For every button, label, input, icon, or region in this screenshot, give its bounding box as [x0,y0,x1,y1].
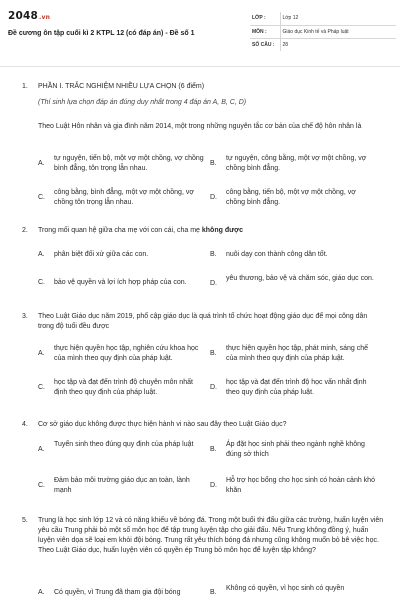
option-letter: B. [210,251,217,258]
option-letter: B. [210,589,217,596]
section-instruction: (Thí sinh lựa chọn đáp án đúng duy nhất trong 4 đáp án A, B, C, D) [38,99,247,106]
meta-key: LỚP : [250,12,280,25]
question-text-pre: Trong mối quan hệ giữa cha mẹ với con cái, cha mẹ [38,227,202,234]
option-text: thực hiện quyền học tập, phát minh, sáng chế của mình theo quy định của pháp luật. [226,345,369,362]
option-letter: A. [38,251,45,258]
question-number: 2. [22,227,28,234]
option-letter: B. [210,160,217,167]
meta-row [250,25,396,38]
logo-main: 2048 [8,10,39,22]
option-letter: D. [210,280,217,287]
option-text: Đảm bảo môi trường giáo dục an toàn, lành mạnh [54,477,190,494]
option-text: phân biệt đối xử giữa các con. [54,251,149,258]
header-divider [0,66,400,67]
option-text: nuôi dạy con thành công dân tốt. [226,251,328,258]
option-letter: A. [38,160,45,167]
option-text: công bằng, tiến bộ, một vợ một chồng, vợ chồng bình đẳng. [226,189,356,206]
option-text: tự nguyện, tiến bộ, một vợ một chồng, vợ chồng bình đẳng, tôn trọng lẫn nhau. [54,155,204,172]
option-letter: B. [210,350,217,357]
option-text: Áp đặt học sinh phải theo ngành nghề không đúng sở thích [226,441,365,458]
option-text: tự nguyện, công bằng, một vợ một chồng, vợ chồng bình đẳng. [226,155,367,172]
option-text: Có quyền, vì Trung đã tham gia đội bóng [54,589,181,596]
meta-value: Lớp 12 [280,12,396,25]
meta-row [250,12,396,25]
meta-key: MÔN : [250,25,280,38]
option-letter: C. [38,279,45,286]
question-text-emphasis: không được [201,227,244,234]
question-number: 4. [22,421,28,428]
option-text: Tuyển sinh theo đúng quy định của pháp luật [54,441,194,448]
section-number: 1. [22,83,28,90]
option-text: Hỗ trợ học bổng cho học sinh có hoàn cảnh khó khăn [226,477,375,494]
meta-key: SỐ CÂU : [250,38,280,51]
site-logo[interactable] [8,10,50,22]
question-text: Trung là học sinh lớp 12 và có năng khiếu về bóng đá. Trong một buổi thi đấu giữa các trường, huấn luyện viên yêu cầu Trung phải bỏ một số môn học để tập trung luyện tập cho giải đấu. Nếu Trung không đồng ý, huấn luyện viên dọa sẽ loại em khỏi đội bóng. Trung rất yêu thích bóng đá nhưng cũng không muốn bỏ bê việc học. Theo Luật Giáo dục, huấn luyện viên có quyền ép Trung bỏ môn học để luyện tập không? [38,517,384,554]
option-letter: A. [38,446,45,453]
meta-table [250,12,396,51]
option-text: Không có quyền, vì học sinh có quyền [226,585,345,592]
question-number: 3. [22,313,28,320]
option-letter: A. [38,350,45,357]
option-letter: B. [210,446,217,453]
question-text: Theo Luật Hôn nhân và gia đình năm 2014, một trong những nguyên tắc cơ bản của chế độ hôn nhân là [38,123,362,130]
option-letter: C. [38,194,45,201]
option-letter: D. [210,482,217,489]
meta-value: Giáo dục Kinh tế và Pháp luật [280,25,396,38]
option-text: học tập và đạt đến trình độ học vấn nhất định theo quy định của pháp luật. [226,379,367,396]
logo-suffix: .vn [39,14,51,21]
option-letter: C. [38,482,45,489]
option-letter: A. [38,589,45,596]
section-title: PHẦN I. TRẮC NGHIỆM NHIỀU LỰA CHỌN (6 điểm) [38,83,205,90]
option-text: yêu thương, bảo vệ và chăm sóc, giáo dục con. [226,275,374,282]
page-header [0,0,400,64]
meta-row [250,38,396,51]
question-number: 5. [22,517,28,524]
option-letter: D. [210,194,217,201]
question-text: Cơ sở giáo dục không được thực hiện hành vi nào sau đây theo Luật Giáo dục? [38,421,287,428]
meta-value: 28 [282,41,289,48]
option-text: bảo vệ quyền và lợi ích hợp pháp của con. [54,279,187,286]
option-letter: D. [210,384,217,391]
question-text: Theo Luật Giáo dục năm 2019, phổ cập giáo dục là quá trình tổ chức hoạt động giáo dục để mọi công dân trong độ tuổi đều được [38,313,368,330]
option-text: thực hiện quyền học tập, nghiên cứu khoa học của mình theo quy định của pháp luật. [54,345,199,362]
option-text: công bằng, bình đẳng, một vợ một chồng, vợ chồng tôn trọng lẫn nhau. [54,189,194,206]
document-title: Đề cương ôn tập cuối kì 2 KTPL 12 (có đáp án) - Đề số 1 [8,30,195,37]
question-text [38,226,384,236]
option-letter: C. [38,384,45,391]
option-text: học tập và đạt đến trình độ chuyên môn nhất định theo quy định của pháp luật. [54,379,193,396]
